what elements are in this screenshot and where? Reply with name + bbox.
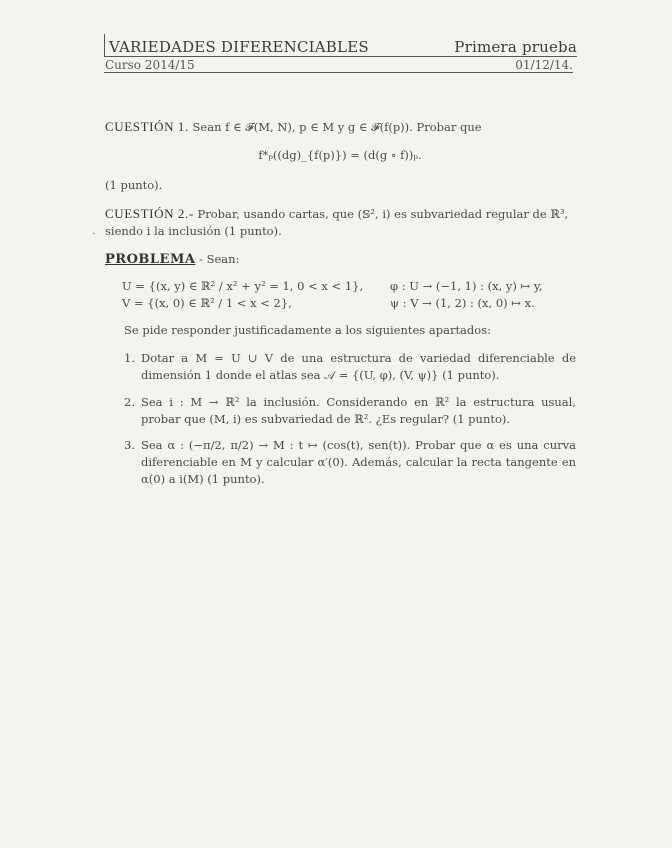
item-text: Sea i : M → ℝ² la inclusión. Considerando en ℝ² la estructura usual, probar que (M, i) es subvariedad de ℝ². ¿Es regular? (1 punto).	[141, 395, 576, 426]
question-2-heading: CUESTIÓN 2.-	[105, 206, 194, 221]
header-info-row	[104, 56, 573, 73]
item-number: 3.	[124, 438, 135, 452]
margin-mark: .	[92, 226, 96, 237]
question-2-line1: Probar, usando cartas, que (𝕊², i) es subvariedad regular de ℝ³,	[197, 207, 569, 221]
exam-date: 01/12/14.	[515, 58, 573, 72]
problem-heading-row	[105, 251, 575, 268]
academic-year: Curso 2014/15	[105, 58, 195, 72]
question-1-heading: CUESTIÓN 1.	[105, 119, 189, 134]
map-psi: ψ : V → (1, 2) : (x, 0) ↦ x.	[390, 296, 535, 310]
question-1-formula: f*ₚ((dg)_{f(p)}) = (d(g ∘ f))ₚ.	[258, 148, 422, 162]
problem-item-2	[124, 394, 576, 428]
question-2-line2: siendo i la inclusión (1 punto).	[105, 224, 282, 238]
problem-definitions	[122, 278, 562, 312]
question-1-text: Sean f ∈ 𝓕(M, N), p ∈ M y g ∈ 𝓕(f(p)). Probar que	[192, 120, 482, 134]
problem-intro: - Sean:	[195, 252, 240, 266]
problem-heading: PROBLEMA	[105, 252, 196, 267]
set-v: V = {(x, 0) ∈ ℝ² / 1 < x < 2},	[122, 296, 292, 310]
problem-item-3	[124, 437, 576, 488]
question-1-points: (1 punto).	[105, 178, 163, 192]
problem-request: Se pide responder justificadamente a los siguientes apartados:	[124, 323, 491, 337]
set-u: U = {(x, y) ∈ ℝ² / x² + y² = 1, 0 < x < 1},	[122, 279, 364, 293]
question-2	[105, 205, 575, 240]
map-phi: φ : U → (−1, 1) : (x, y) ↦ y,	[390, 279, 543, 293]
question-1	[105, 118, 575, 136]
item-text: Dotar a M = U ∪ V de una estructura de variedad diferenciable de dimensión 1 donde el atlas sea 𝒜 = {(U, φ), (V, ψ)} (1 punto).	[141, 351, 576, 382]
header-title-row	[104, 34, 577, 57]
exam-name: Primera prueba	[454, 38, 577, 56]
item-number: 1.	[124, 351, 135, 365]
item-number: 2.	[124, 395, 135, 409]
course-title: VARIEDADES DIFERENCIABLES	[109, 38, 369, 56]
item-text: Sea α : (−π/2, π/2) → M : t ↦ (cos(t), sen(t)). Probar que α es una curva diferenciable en M y calcular α′(0). Además, calcular la recta tangente en α(0) a i(M) (1 punto).	[141, 438, 576, 486]
problem-item-1	[124, 350, 576, 384]
